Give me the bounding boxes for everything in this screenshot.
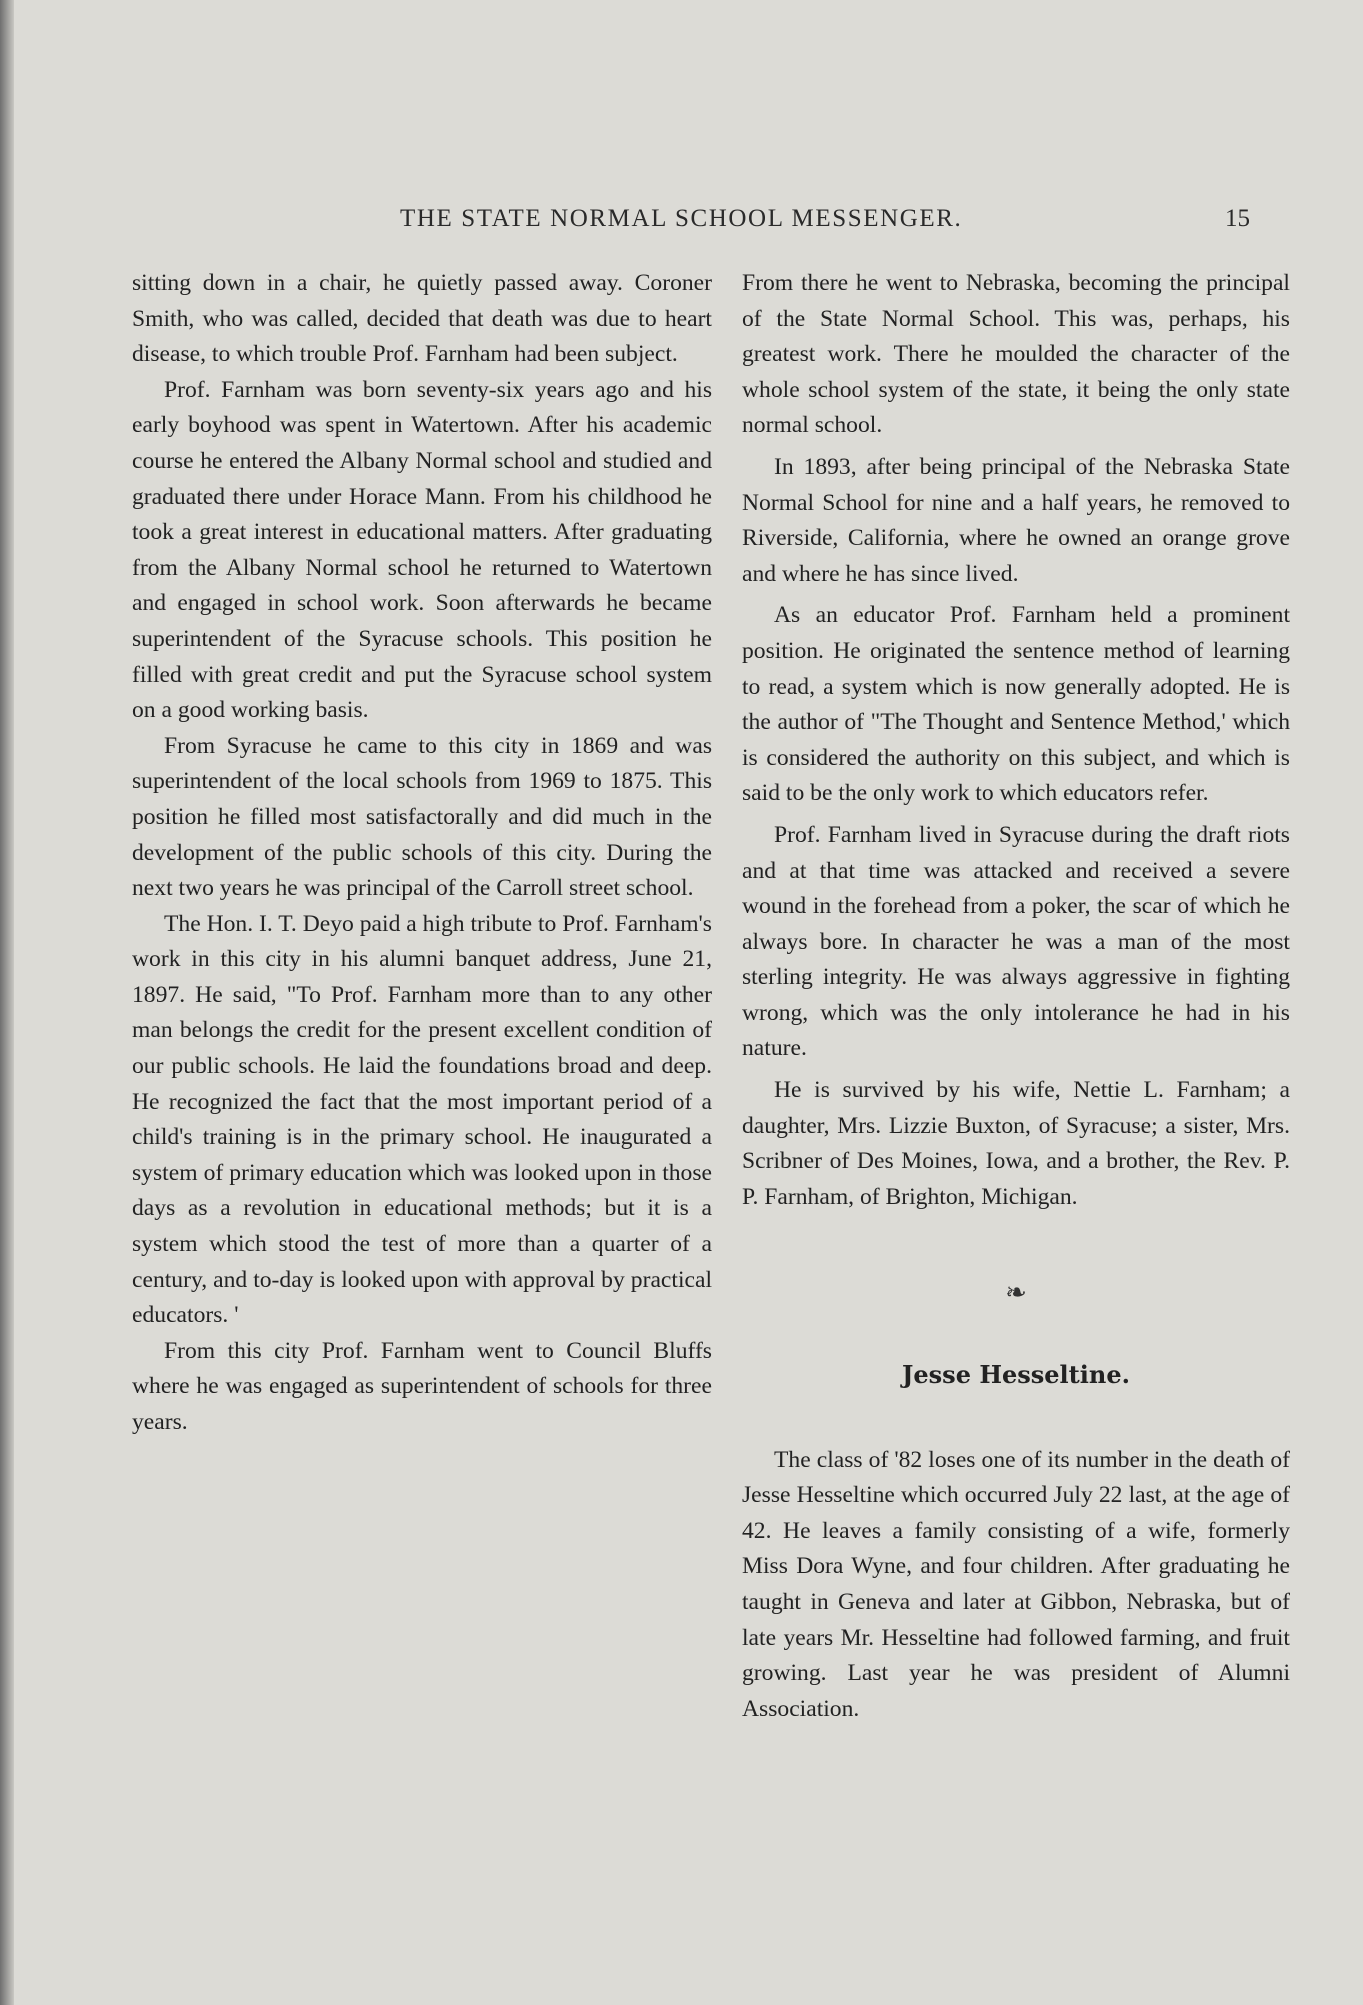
right-column: [742, 266, 1290, 1727]
paragraph: From this city Prof. Farnham went to Council Bluffs where he was engaged as superintendent of schools for three years.: [132, 1337, 712, 1435]
book-spine-shadow: [0, 0, 14, 2005]
paragraph: From there he went to Nebraska, becoming the principal of the State Normal School. This was, perhaps, his greatest work. There he moulded the character of the whole school system of the state, it being the only state normal school.: [742, 270, 1290, 439]
running-header: [400, 205, 1270, 245]
section-title: Jesse Hesseltine.: [902, 1360, 1130, 1390]
journal-title: THE STATE NORMAL SCHOOL MESSENGER.: [400, 205, 963, 232]
paragraph: Prof. Farnham lived in Syracuse during the draft riots and at that time was attacked and received a severe wound in the forehead from a poker, the scar of which he always bore. In character he was a man of the most sterling integrity. He was always aggressive in fighting wrong, which was the only intolerance he had in his nature.: [742, 821, 1290, 1062]
paragraph: In 1893, after being principal of the Nebraska State Normal School for nine and a half years, he removed to Riverside, California, where he owned an orange grove and where he has since lived.: [742, 453, 1290, 587]
page-number: 15: [1225, 205, 1250, 232]
paragraph: The Hon. I. T. Deyo paid a high tribute to Prof. Farnham's work in this city in his alumni banquet address, June 21, 1897. He said, "To Prof. Farnham more than to any other man belongs the credit for the present excellent condition of our public schools. He laid the foundations broad and deep. He recognized the fact that the most important period of a child's training is in the primary school. He inaugurated a system of primary education which was looked upon in those days as a revolution in educational methods; but it is a system which stood the test of more than a quarter of a century, and to-day is looked upon with approval by practical educators. ': [132, 910, 712, 1329]
paragraph: sitting down in a chair, he quietly passed away. Coroner Smith, who was called, decided that death was due to heart disease, to which trouble Prof. Farnham had been subject.: [132, 270, 712, 368]
paragraph: Prof. Farnham was born seventy-six years ago and his early boyhood was spent in Watertown. After his academic course he entered the Albany Normal school and studied and graduated there under Horace Mann. From his childhood he took a great interest in educational matters. After graduating from the Albany Normal school he returned to Watertown and engaged in school work. Soon afterwards he became superintendent of the Syracuse schools. This position he filled with great credit and put the Syracuse school system on a good working basis.: [132, 376, 712, 724]
paragraph: He is survived by his wife, Nettie L. Farnham; a daughter, Mrs. Lizzie Buxton, of Syracuse; a sister, Mrs. Scribner of Des Moines, Iowa, and a brother, the Rev. P. P. Farnham, of Brighton, Michigan.: [742, 1077, 1290, 1210]
paragraph: The class of '82 loses one of its number in the death of Jesse Hesseltine which occurred July 22 last, at the age of 42. He leaves a family consisting of a wife, formerly Miss Dora Wyne, and four children. After graduating he taught in Geneva and later at Gibbon, Nebraska, but of late years Mr. Hesseltine had followed farming, and fruit growing. Last year he was president of Alumni Association.: [742, 1446, 1290, 1722]
section-divider-ornament: ❧: [1005, 1278, 1027, 1308]
paragraph: From Syracuse he came to this city in 1869 and was superintendent of the local schools from 1969 to 1875. This position he filled most satisfactorally and did much in the development of the public schools of this city. During the next two years he was principal of the Carroll street school.: [132, 732, 712, 902]
paragraph: As an educator Prof. Farnham held a prominent position. He originated the sentence method of learning to read, a system which is now generally adopted. He is the author of "The Thought and Sentence Method,' which is considered the authority on this subject, and which is said to be the only work to which educators refer.: [742, 602, 1290, 807]
left-column: [132, 266, 712, 1441]
